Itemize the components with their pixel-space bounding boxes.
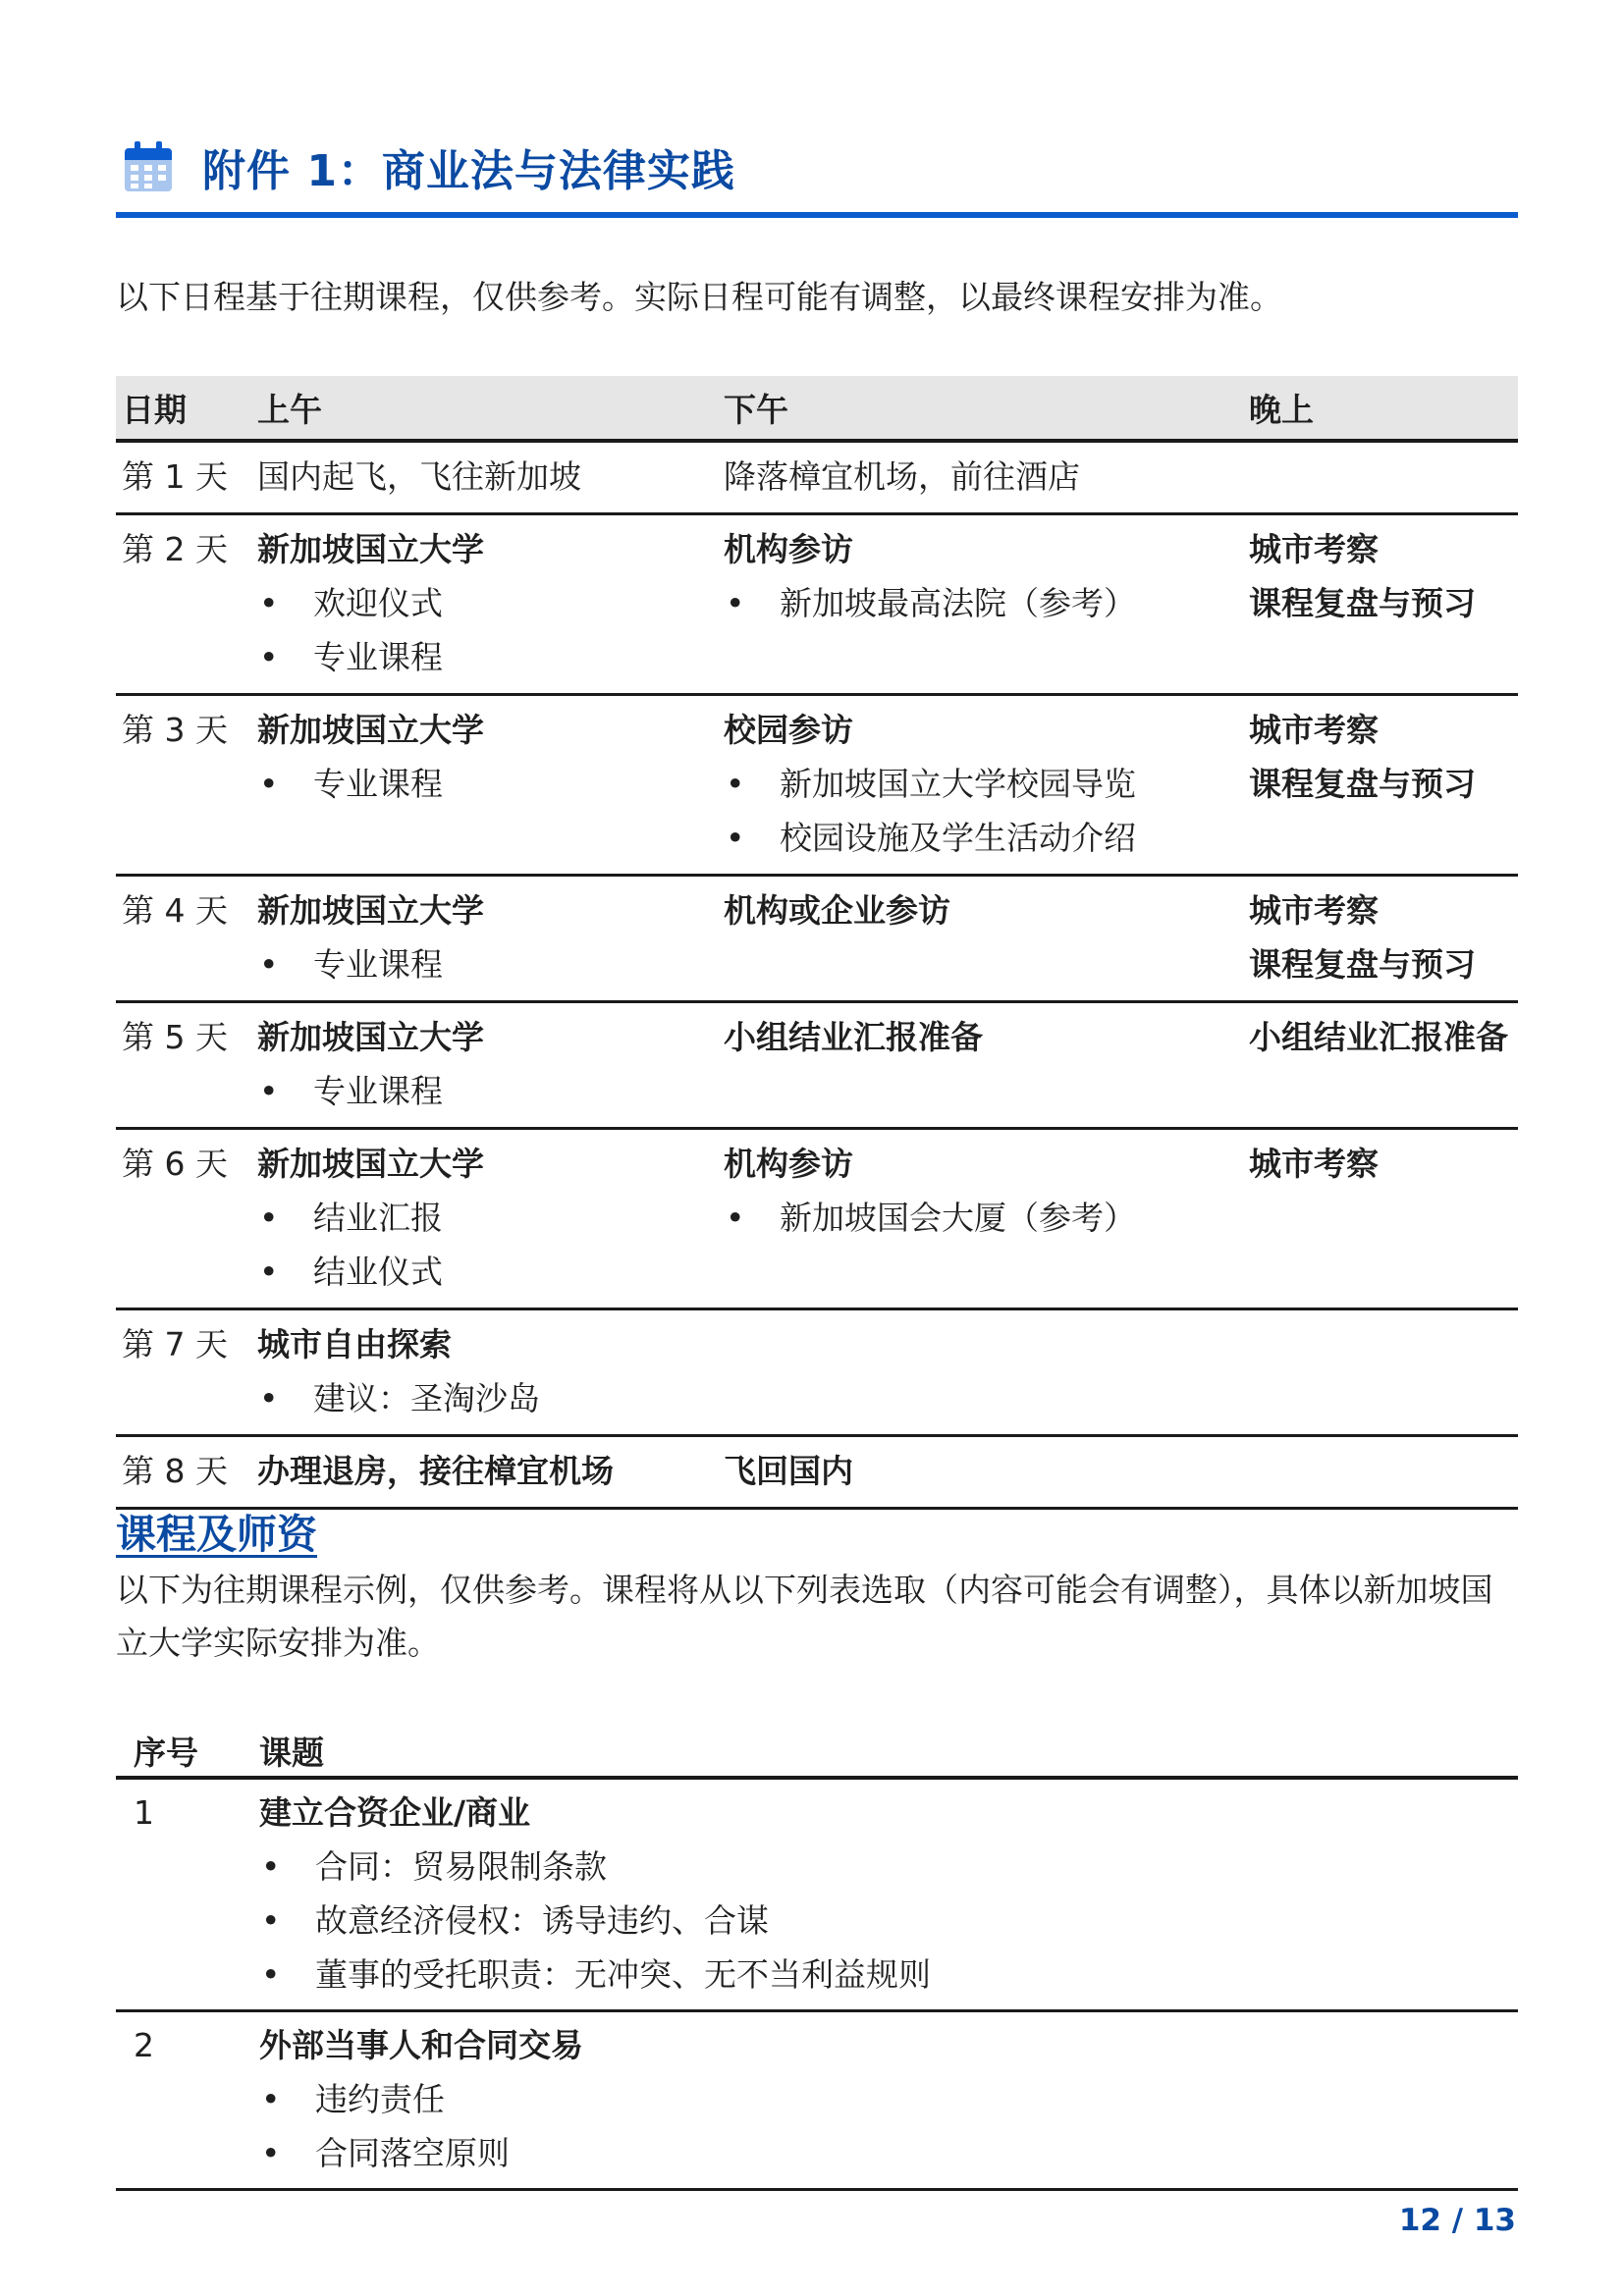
morning-cell xyxy=(251,1436,718,1509)
col-header-number: 序号 xyxy=(116,1725,251,1778)
list-item-text: 专业课程 xyxy=(313,945,443,984)
day-label: 第 6 天 xyxy=(116,1129,251,1309)
course-topic: 外部当事人和合同交易 xyxy=(259,2026,583,2064)
list-item xyxy=(257,1064,718,1118)
table-row xyxy=(116,2011,1518,2190)
list-item xyxy=(259,1840,1518,1894)
courses-section-title: 课程及师资 xyxy=(116,1511,317,1558)
afternoon-cell xyxy=(718,695,1243,876)
evening-cell xyxy=(1243,876,1518,1002)
afternoon-cell xyxy=(718,514,1243,695)
afternoon-cell xyxy=(718,1436,1243,1509)
list-item xyxy=(257,630,718,684)
header-row xyxy=(116,137,1518,196)
day-label: 第 8 天 xyxy=(116,1436,251,1509)
list-item xyxy=(257,937,718,991)
evening-cell xyxy=(1243,695,1518,876)
bullet: • xyxy=(726,1199,745,1237)
evening-text: 城市考察 xyxy=(1249,891,1379,930)
morning-heading: 新加坡国立大学 xyxy=(257,711,484,749)
schedule-intro: 以下日程基于往期课程，仅供参考。实际日程可能有调整，以最终课程安排为准。 xyxy=(116,278,1282,316)
bullet: • xyxy=(726,819,745,857)
table-row xyxy=(116,1002,1518,1129)
list-item xyxy=(257,576,718,630)
evening-cell xyxy=(1243,1436,1518,1509)
day-label: 第 2 天 xyxy=(116,514,251,695)
day-label: 第 4 天 xyxy=(116,876,251,1002)
afternoon-heading: 校园参访 xyxy=(724,711,853,749)
evening-text: 城市考察 xyxy=(1249,1145,1379,1183)
bullet: • xyxy=(259,765,279,803)
page-header xyxy=(116,137,1518,218)
course-topic-cell xyxy=(251,2011,1518,2190)
table-row xyxy=(116,1309,1518,1436)
afternoon-cell xyxy=(718,441,1243,514)
col-header-afternoon: 下午 xyxy=(718,376,1243,441)
list-item xyxy=(259,1894,1518,1948)
bullet: • xyxy=(261,1901,281,1940)
list-item-text: 故意经济侵权：诱导违约、合谋 xyxy=(315,1901,769,1940)
afternoon-cell xyxy=(718,1309,1243,1436)
course-number: 2 xyxy=(116,2011,251,2190)
morning-cell xyxy=(251,441,718,514)
afternoon-heading: 机构或企业参访 xyxy=(724,891,950,930)
list-item-text: 新加坡国会大厦（参考） xyxy=(780,1199,1136,1237)
course-topic: 建立合资企业/商业 xyxy=(259,1793,531,1832)
bullet: • xyxy=(259,1379,279,1417)
day-label: 第 5 天 xyxy=(116,1002,251,1129)
list-item-text: 合同：贸易限制条款 xyxy=(315,1847,607,1886)
bullet: • xyxy=(259,1199,279,1237)
afternoon-cell xyxy=(718,876,1243,1002)
afternoon-cell xyxy=(718,1002,1243,1129)
evening-cell xyxy=(1243,1309,1518,1436)
morning-heading: 新加坡国立大学 xyxy=(257,1018,484,1056)
evening-text: 课程复盘与预习 xyxy=(1249,945,1476,984)
bullet: • xyxy=(261,2080,281,2118)
list-item xyxy=(259,2072,1518,2126)
list-item xyxy=(257,1245,718,1299)
evening-cell xyxy=(1243,1002,1518,1129)
bullet: • xyxy=(259,638,279,676)
evening-text: 城市考察 xyxy=(1249,711,1379,749)
page-title: 附件 1：商业法与法律实践 xyxy=(202,146,735,196)
table-row xyxy=(116,441,1518,514)
morning-heading: 新加坡国立大学 xyxy=(257,1145,484,1183)
col-header-date: 日期 xyxy=(116,376,251,441)
list-item-text: 合同落空原则 xyxy=(315,2134,510,2172)
list-item xyxy=(257,1191,718,1245)
table-row xyxy=(116,1778,1518,2011)
table-row xyxy=(116,695,1518,876)
bullet: • xyxy=(259,584,279,622)
list-item-text: 违约责任 xyxy=(315,2080,445,2118)
list-item xyxy=(257,1371,718,1425)
list-item xyxy=(724,811,1243,865)
bullet: • xyxy=(259,1253,279,1291)
day-label: 第 3 天 xyxy=(116,695,251,876)
morning-heading: 新加坡国立大学 xyxy=(257,891,484,930)
morning-cell xyxy=(251,1309,718,1436)
evening-text: 城市考察 xyxy=(1249,530,1379,568)
morning-cell xyxy=(251,1002,718,1129)
list-item-text: 专业课程 xyxy=(313,1072,443,1110)
afternoon-heading: 机构参访 xyxy=(724,1145,853,1183)
afternoon-cell xyxy=(718,1129,1243,1309)
schedule-table xyxy=(116,376,1518,1510)
morning-cell xyxy=(251,514,718,695)
afternoon-text: 降落樟宜机场，前往酒店 xyxy=(724,457,1080,496)
afternoon-heading: 小组结业汇报准备 xyxy=(724,1018,983,1056)
morning-cell xyxy=(251,1129,718,1309)
bullet: • xyxy=(259,1072,279,1110)
list-item-text: 建议：圣淘沙岛 xyxy=(313,1379,540,1417)
courses-header-row xyxy=(116,1725,1518,1778)
list-item-text: 欢迎仪式 xyxy=(313,584,443,622)
list-item-text: 结业汇报 xyxy=(313,1199,443,1237)
courses-intro: 以下为往期课程示例，仅供参考。课程将从以下列表选取（内容可能会有调整），具体以新加坡国立大学实际安排为准。 xyxy=(116,1571,1493,1662)
bullet: • xyxy=(259,945,279,984)
bullet: • xyxy=(726,584,745,622)
list-item xyxy=(259,2126,1518,2180)
evening-text: 课程复盘与预习 xyxy=(1249,765,1476,803)
list-item xyxy=(257,757,718,811)
evening-cell xyxy=(1243,441,1518,514)
schedule-header-row xyxy=(116,376,1518,441)
bullet: • xyxy=(261,1847,281,1886)
list-item xyxy=(259,1948,1518,2002)
list-item xyxy=(724,757,1243,811)
bullet: • xyxy=(261,2134,281,2172)
list-item-text: 专业课程 xyxy=(313,638,443,676)
day-label: 第 7 天 xyxy=(116,1309,251,1436)
list-item xyxy=(724,576,1243,630)
morning-text: 国内起飞，飞往新加坡 xyxy=(257,457,581,496)
morning-cell xyxy=(251,695,718,876)
table-row xyxy=(116,1129,1518,1309)
list-item-text: 新加坡国立大学校园导览 xyxy=(780,765,1136,803)
evening-text: 课程复盘与预习 xyxy=(1249,584,1476,622)
col-header-evening: 晚上 xyxy=(1243,376,1518,441)
morning-heading: 新加坡国立大学 xyxy=(257,530,484,568)
day-label: 第 1 天 xyxy=(116,441,251,514)
list-item-text: 结业仪式 xyxy=(313,1253,443,1291)
list-item-text: 新加坡最高法院（参考） xyxy=(780,584,1136,622)
calendar-icon xyxy=(124,141,173,192)
course-topic-cell xyxy=(251,1778,1518,2011)
list-item-text: 专业课程 xyxy=(313,765,443,803)
table-row xyxy=(116,1436,1518,1509)
list-item-text: 董事的受托职责：无冲突、无不当利益规则 xyxy=(315,1955,931,1994)
evening-cell xyxy=(1243,1129,1518,1309)
col-header-topic: 课题 xyxy=(251,1725,1518,1778)
morning-cell xyxy=(251,876,718,1002)
bullet: • xyxy=(726,765,745,803)
col-header-morning: 上午 xyxy=(251,376,718,441)
afternoon-heading: 飞回国内 xyxy=(724,1452,853,1490)
table-row xyxy=(116,876,1518,1002)
header-divider xyxy=(116,212,1518,218)
list-item-text: 校园设施及学生活动介绍 xyxy=(780,819,1136,857)
table-row xyxy=(116,514,1518,695)
bullet: • xyxy=(261,1955,281,1994)
list-item xyxy=(724,1191,1243,1245)
courses-table xyxy=(116,1725,1518,2191)
morning-heading: 城市自由探索 xyxy=(257,1325,452,1363)
evening-cell xyxy=(1243,514,1518,695)
page-number: 12 / 13 xyxy=(1398,2203,1516,2238)
afternoon-heading: 机构参访 xyxy=(724,530,853,568)
morning-heading: 办理退房，接往樟宜机场 xyxy=(257,1452,614,1490)
evening-text: 小组结业汇报准备 xyxy=(1249,1018,1508,1056)
course-number: 1 xyxy=(116,1778,251,2011)
